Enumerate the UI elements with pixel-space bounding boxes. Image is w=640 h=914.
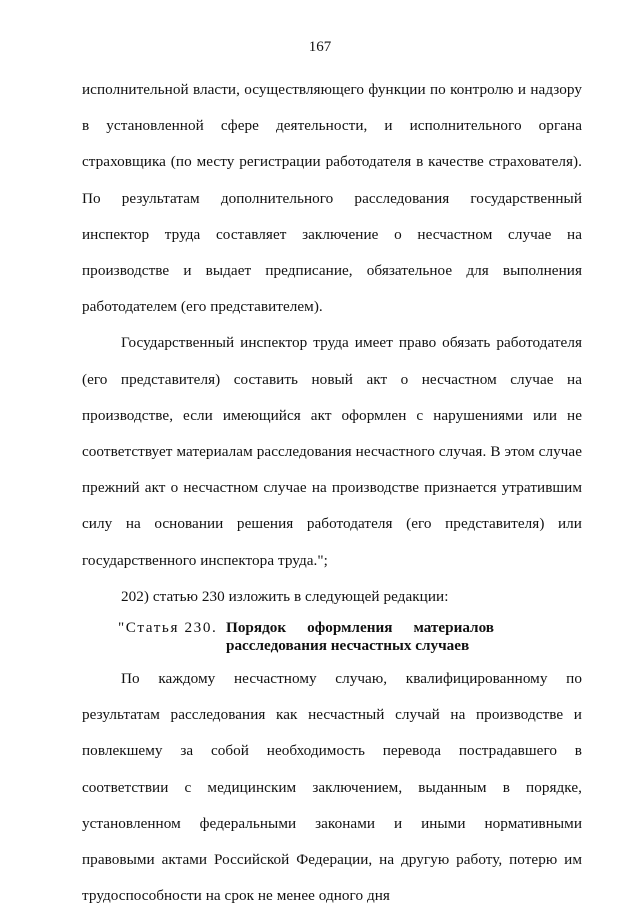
paragraph: 202) статью 230 изложить в следующей редакции:	[121, 587, 449, 605]
document-body	[82, 72, 582, 914]
paragraph: Государственный инспектор труда имеет право обязать работодателя (его представителя) составить новый акт о несчастном случае на производстве, если имеющийся акт оформлен с нарушениями или не соответствует материалам расследования несчастного случая. В этом случае прежний акт о несчастном случае на производстве признается утратившим силу на основании решения работодателя (его представителя) или государственного инспектора труда.";	[82, 334, 582, 569]
paragraph: исполнительной власти, осуществляющего функции по контролю и надзору в установленной сфере деятельности, и исполнительного органа страховщика (по месту регистрации работодателя в качестве страхователя). По результатам дополнительного расследования государственный инспектор труда составляет заключение о несчастном случае на производстве и выдает предписание, обязательное для выполнения работодателем (его представителем).	[82, 81, 582, 316]
article-heading	[118, 619, 582, 655]
article-label: "Статья 230.	[118, 619, 218, 637]
page-number: 167	[308, 39, 332, 55]
paragraph: По каждому несчастному случаю, квалифицированному по результатам расследования как несчастный случай на производстве и повлекшему за собой необходимость перевода пострадавшего в соответствии с медицинским заключением, выданным в порядке, установленном федеральными законами и иными нормативными правовыми актами Российской Федерации, на другую работу, потерю им трудоспособности на срок не менее одного дня	[82, 670, 582, 905]
article-title: Порядок оформления материалов расследования несчастных случаев	[226, 619, 494, 655]
